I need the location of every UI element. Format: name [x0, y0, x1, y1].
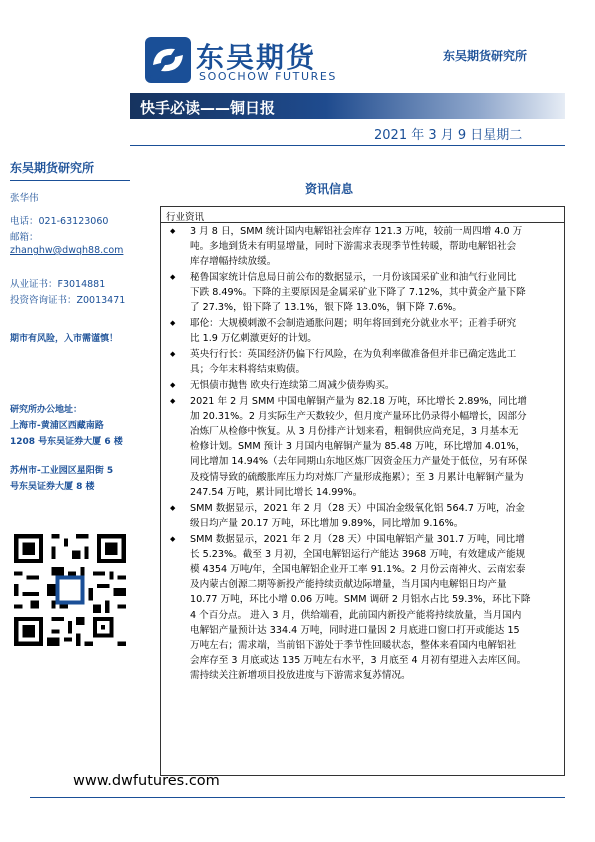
analyst-phone: 电话：021-63123060 [10, 216, 109, 227]
report-title: 快手必读——铜日报 [140, 99, 276, 117]
section-heading: 资讯信息 [305, 182, 354, 196]
office-suzhou-line1: 苏州市-工业园区星阳街 5 [10, 466, 114, 476]
news-item-line: 及内蒙古创源二期等新投产能持续贡献边际增量，当月国内电解铝日均产量 [190, 579, 507, 591]
news-item-line: 具；今年末料将结束购债。 [190, 364, 306, 376]
news-item-line: 2021 年 2 月 SMM 中国电解铜产量为 82.18 万吨，环比增长 2.89%，同比增 [190, 395, 527, 407]
news-item-line: 下跌 8.49%。下降的主要原因是金属采矿业下降了 7.12%，其中黄金产量下降 [190, 287, 526, 299]
news-item-line: 会库存至 3 月底或达 135 万吨左右水平，3 月底至 4 月初有望进入去库区间。 [190, 655, 527, 667]
news-box-divider [160, 222, 565, 223]
news-item-line: 吨。多地到货未有明显增量，同时下游需求表现季节性转暖，帮助电解铝社会 [190, 241, 517, 253]
license-practice: 从业证书：F3014881 [10, 279, 106, 290]
sidebar-divider [10, 180, 130, 181]
diamond-bullet-icon: ◆ [170, 503, 176, 512]
news-item-line: 4 个百分点。 进入 3 月，供给端看，此前国内新投产能将持续放量，当月国内 [190, 609, 522, 621]
news-item-line: 3 月 8 日，SMM 统计国内电解铝社会库存 121.3 万吨，较前一周四增 4.0 万 [190, 226, 523, 237]
news-item-line: 冶炼厂从检修中恢复。从 3 月份排产计划来看，粗铜供应尚充足，3 月基本无 [190, 426, 519, 438]
news-item [170, 224, 560, 270]
brand-name-cn: 东吴期货 [196, 41, 317, 74]
brand-name-en: SOOCHOW FUTURES [199, 70, 338, 83]
header-divider [130, 145, 565, 146]
news-item-line: 加 20.31%。2 月实际生产天数较少，但月度产量环比仍录得小幅增长，因部分 [190, 410, 527, 422]
news-item-line: 模 4354 万吨/年，全国电解铝企业开工率 91.1%。2 月份云南神火、云南宏泰 [190, 563, 526, 575]
office-shanghai-line2: 1208 号东吴证券大厦 6 楼 [10, 437, 123, 447]
news-item-line: 247.54 万吨，累计同比增长 14.99%。 [190, 486, 363, 498]
news-item-line: 检修计划。SMM 预计 3 月国内电解铜产量为 85.48 万吨，环比增加 4.01%， [190, 441, 526, 453]
diamond-bullet-icon: ◆ [170, 396, 176, 405]
news-item-line: SMM 数据显示，2021 年 2 月（28 天）中国冶金级氧化铝 564.7 万吨，冶金 [190, 502, 525, 514]
news-item-line: 万吨左右；需求端，当前铝下游处于季节性回暖状态，整体来看国内电解铝社 [190, 639, 517, 651]
office-shanghai-line1: 上海市-黄浦区西藏南路 [10, 421, 104, 431]
footer-divider [30, 797, 565, 798]
news-item [170, 532, 560, 684]
diamond-bullet-icon: ◆ [170, 381, 176, 389]
license-consulting: 投资咨询证书：Z0013471 [10, 295, 126, 306]
sidebar-institute: 东吴期货研究所 [10, 161, 95, 175]
news-item-line: 需持续关注新增项目投放进度与下游需求复苏情况。 [190, 670, 411, 682]
news-item [170, 394, 560, 500]
news-item-line: 10.77 万吨，环比小增 0.06 万吨。SMM 调研 2 月铝水占比 59.3%，环比下降 [190, 594, 531, 606]
news-item [170, 378, 560, 393]
analyst-email-label: 邮箱： [10, 232, 39, 243]
news-item-line: 长 5.23%。截至 3 月初，全国电解铝运行产能达 3968 万吨，有效建成产能规 [190, 548, 526, 560]
analyst-email-link[interactable]: zhanghw@dwqh88.com [10, 245, 124, 256]
diamond-bullet-icon: ◆ [170, 273, 176, 282]
footer-website-link[interactable]: www.dwfutures.com [73, 773, 220, 789]
diamond-bullet-icon: ◆ [170, 227, 176, 235]
diamond-bullet-icon: ◆ [170, 319, 176, 328]
news-item-line: 耶伦：大规模刺激不会制造通胀问题；明年将回到充分就业水平；正着手研究 [190, 318, 517, 330]
news-item-line: 电解铝产量预计达 334.4 万吨，同时进口量因 2 月底进口窗口打开或能达 15 [190, 624, 520, 636]
risk-warning: 期市有风险，入市需谨慎！ [10, 334, 119, 344]
news-item-line: 秘鲁国家统计信息局日前公布的数据显示，一月份该国采矿业和油气行业同比 [190, 272, 517, 284]
news-item-line: SMM 数据显示，2021 年 2 月（28 天）中国电解铝产量 301.7 万吨，同比增 [190, 533, 525, 545]
office-title: 研究所办公地址： [10, 405, 83, 415]
qr-code-icon [10, 530, 130, 650]
report-date: 2021 年 3 月 9 日星期二 [374, 128, 523, 143]
diamond-bullet-icon: ◆ [170, 350, 176, 359]
analyst-name: 张华伟 [10, 193, 39, 204]
news-box-label: 行业资讯 [166, 212, 205, 223]
news-item [170, 347, 560, 377]
news-item-line: 级日均产量 20.17 万吨，环比增加 9.89%，同比增加 9.16%。 [190, 517, 464, 529]
news-item [170, 501, 560, 531]
news-item-line: 英央行行长：英国经济仍偏下行风险，在为负利率做准备但并非已确定选此工 [190, 349, 517, 361]
news-item-line: 同比增加 14.94%（去年同期山东地区炼厂因资金压力产量处于低位，另有环保 [190, 456, 528, 468]
news-item [170, 316, 560, 346]
news-item-line: 了 27.3%，铅下降了 13.1%，银下降 13.0%，铜下降 7.6%。 [190, 302, 462, 314]
news-item-line: 无惧债市抛售 欧央行连续第二周减少债券购买。 [190, 380, 395, 391]
institute-header: 东吴期货研究所 [443, 49, 528, 63]
news-item-line: 比 1.9 万亿刺激更好的计划。 [190, 333, 317, 345]
news-item-line: 库存增幅持续放缓。 [190, 256, 277, 268]
news-item [170, 270, 560, 316]
office-suzhou-line2: 号东吴证券大厦 8 楼 [10, 482, 95, 492]
diamond-bullet-icon: ◆ [170, 534, 176, 543]
news-item-line: 及疫情导致的硫酸胀库压力均对炼厂产量形成拖累）；至 3 月累计电解铜产量为 [190, 471, 524, 483]
brand-abbr: SCF [148, 75, 174, 85]
